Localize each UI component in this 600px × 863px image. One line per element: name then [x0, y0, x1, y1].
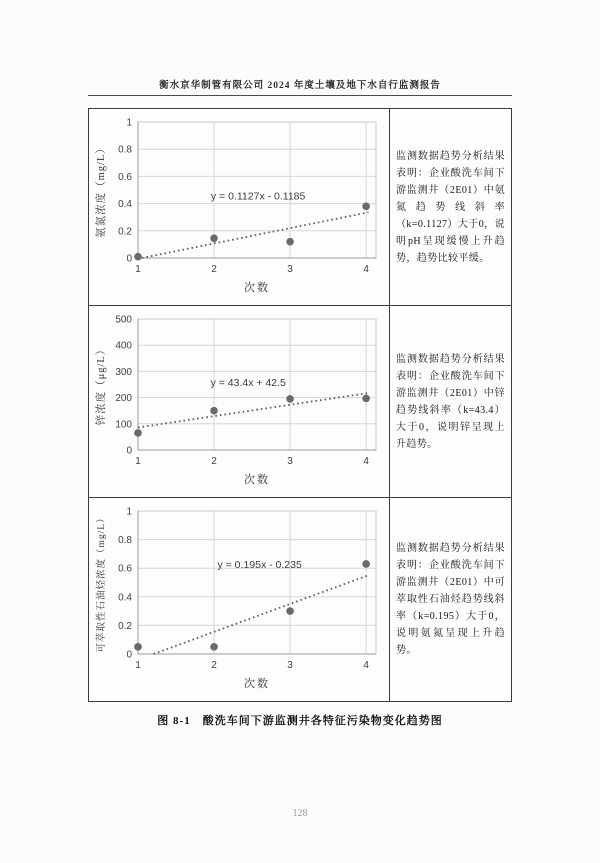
x-tick-label: 2 — [211, 660, 217, 671]
page-number: 128 — [292, 808, 308, 819]
y-tick-label: 1 — [126, 506, 132, 518]
x-tick-label: 2 — [211, 456, 217, 467]
trendline-equation-label: y = 43.4x + 42.5 — [210, 376, 286, 389]
x-tick-label: 3 — [287, 660, 293, 671]
x-tick-label: 1 — [135, 264, 141, 275]
scatter-plot-svg — [89, 306, 389, 497]
y-tick-label: 0.4 — [118, 592, 132, 604]
x-tick-label: 2 — [211, 264, 217, 275]
x-axis-title: 次数 — [244, 474, 270, 486]
x-tick-label: 4 — [363, 264, 369, 275]
data-point — [286, 238, 294, 246]
y-tick-label: 200 — [115, 393, 132, 405]
y-tick-label: 0.6 — [118, 171, 132, 183]
y-axis-title: 可萃取性石油烃浓度（mg/L） — [97, 512, 107, 653]
x-axis-title: 次数 — [244, 678, 270, 690]
y-axis-title: 锌浓度（μg/L） — [96, 343, 107, 426]
trend-panel-petroleum — [89, 498, 511, 701]
scatter-plot-svg — [89, 498, 389, 701]
x-tick-label: 4 — [363, 456, 369, 467]
data-point — [362, 560, 370, 568]
y-tick-label: 100 — [115, 419, 132, 431]
y-tick-label: 0.4 — [118, 199, 132, 211]
trend-panel-zinc — [89, 306, 511, 498]
page-header — [88, 77, 512, 96]
data-point — [286, 395, 294, 403]
plot-border — [138, 511, 376, 654]
x-tick-label: 3 — [287, 264, 293, 275]
data-point — [134, 429, 142, 437]
data-point — [286, 607, 294, 615]
petroleum-trend-chart — [89, 498, 390, 701]
x-tick-label: 3 — [287, 456, 293, 467]
y-tick-label: 0.2 — [118, 620, 132, 632]
trendline-equation-label: y = 0.195x - 0.235 — [217, 559, 302, 572]
scatter-plot-svg — [89, 109, 389, 305]
x-tick-label: 4 — [363, 660, 369, 671]
zinc-trend-chart — [89, 306, 390, 497]
y-tick-label: 0.8 — [118, 535, 132, 547]
trendline — [138, 393, 368, 427]
x-tick-label: 1 — [135, 660, 141, 671]
y-tick-label: 0 — [126, 253, 132, 265]
petroleum-trend-analysis-text: 监测数据趋势分析结果表明：企业酸洗车间下游监测井（2E01）中可萃取性石油烃趋势线斜率（k=0.195）大于0，说明氨氮呈现上升趋势。 — [396, 543, 505, 656]
data-point — [210, 407, 218, 415]
zinc-trend-analysis-text: 监测数据趋势分析结果表明：企业酸洗车间下游监测井（2E01）中锌趋势线斜率（k=43.4）大于0，说明锌呈现上升趋势。 — [396, 353, 505, 450]
y-tick-label: 400 — [115, 340, 132, 352]
trendline — [142, 212, 368, 258]
figure-panel-table — [88, 108, 512, 702]
y-tick-label: 0 — [126, 445, 132, 457]
y-tick-label: 1 — [126, 117, 132, 129]
y-tick-label: 500 — [115, 314, 132, 326]
figure-caption: 图 8-1 酸洗车间下游监测井各特征污染物变化趋势图 — [157, 715, 443, 727]
ammonia-trend-chart — [89, 109, 390, 305]
y-tick-label: 0.8 — [118, 144, 132, 156]
report-title: 衡水京华制管有限公司 2024 年度土壤及地下水自行监测报告 — [159, 81, 441, 91]
data-point — [362, 203, 370, 211]
trend-panel-ammonia — [89, 109, 511, 306]
y-tick-label: 0 — [126, 649, 132, 661]
y-axis-title: 氨氮浓度（mg/L） — [96, 142, 107, 238]
trendline-equation-label: y = 0.1127x - 0.1185 — [210, 190, 306, 203]
data-point — [210, 643, 218, 651]
y-tick-label: 0.2 — [118, 226, 132, 238]
data-point — [134, 253, 142, 261]
y-tick-label: 0.6 — [118, 563, 132, 575]
y-tick-label: 300 — [115, 366, 132, 378]
data-point — [134, 643, 142, 651]
data-point — [362, 395, 370, 403]
x-axis-title: 次数 — [244, 282, 270, 294]
x-tick-label: 1 — [135, 456, 141, 467]
trendline — [154, 575, 369, 654]
ammonia-trend-analysis-text: 监测数据趋势分析结果表明：企业酸洗车间下游监测井（2E01）中氨氮趋势线斜率（k=0.1127）大于0，说明pH呈现缓慢上升趋势，趋势比较平缓。 — [396, 150, 505, 264]
data-point — [210, 234, 218, 242]
